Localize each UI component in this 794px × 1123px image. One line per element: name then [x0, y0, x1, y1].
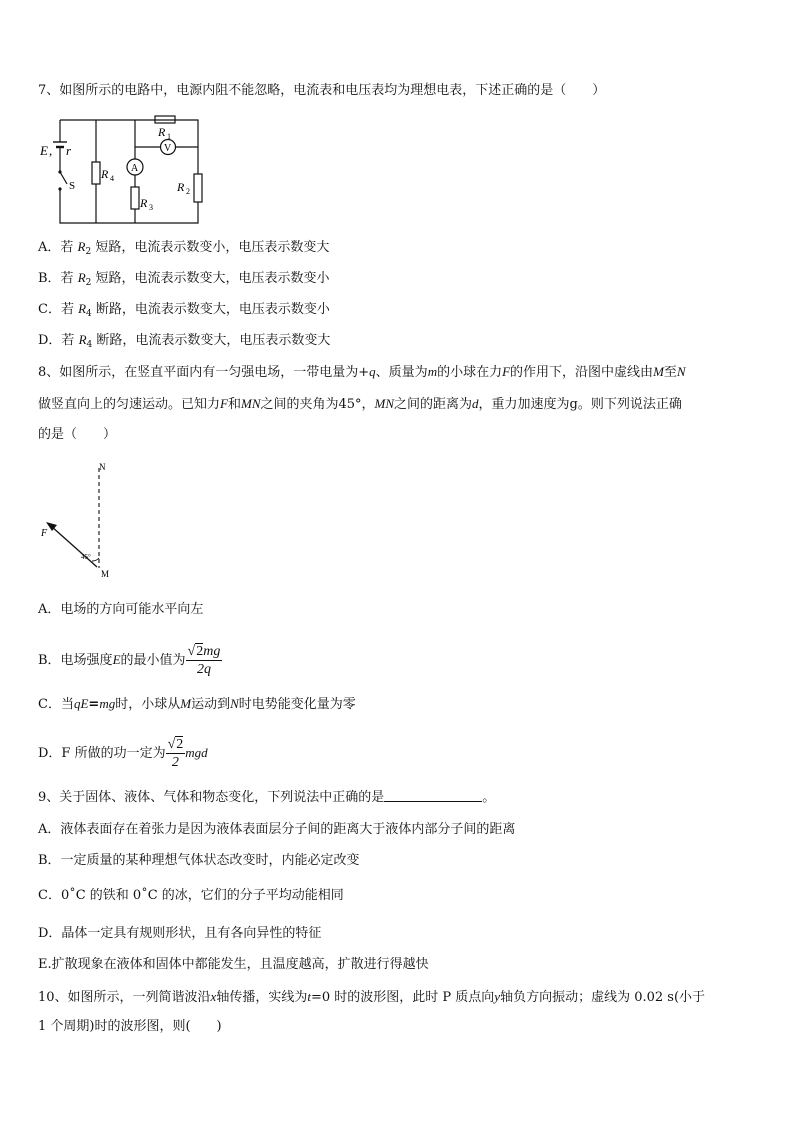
force-f-label: F	[41, 528, 48, 539]
q8-stem-line1: 8、如图所示，在竖直平面内有一匀强电场，一带电量为+q、质量为m的小球在力F的作用下，沿图中虚线由M至N	[38, 364, 686, 380]
svg-text:R: R	[158, 125, 166, 139]
q7-option-c[interactable]: C．若 $R_4$ 断路，电流表示数变大，电压表示数变小	[38, 301, 330, 319]
q9-option-d[interactable]: D．晶体一定具有规则形状，且有各向异性的特征	[38, 926, 322, 941]
answer-blank[interactable]	[384, 789, 482, 802]
q7-option-b[interactable]: B．若 $R_2$ 短路，电流表示数变大，电压表示数变小	[38, 270, 330, 288]
q8-force-figure	[36, 456, 126, 580]
q9-option-a[interactable]: A．液体表面存在着张力是因为液体表面层分子间的距离大于液体内部分子间的距离	[38, 822, 516, 837]
q7-option-d[interactable]: D．若 $R_4$ 断路，电流表示数变大，电压表示数变大	[38, 332, 331, 350]
q9-option-b[interactable]: B．一定质量的某种理想气体状态改变时，内能必定改变	[38, 853, 360, 868]
q8-option-a[interactable]: A．电场的方向可能水平向左	[38, 602, 204, 617]
angle-label: 45°	[81, 553, 91, 561]
q8-option-b[interactable]: B．电场强度E的最小值为 $\frac{√2mg}{2q}$	[38, 643, 221, 677]
q8-option-d[interactable]: D．F 所做的功一定为 $\frac{√2}{2}$ mgd	[38, 736, 208, 770]
voltmeter-label: V	[164, 143, 172, 154]
q8-option-c[interactable]: C．当qE=mg时，小球从M运动到N时电势能变化量为零	[38, 696, 356, 712]
q9-option-e[interactable]: E.扩散现象在液体和固体中都能发生，且温度越高，扩散进行得越快	[38, 957, 429, 972]
q7-option-a[interactable]: A．若 $R_2$ 短路，电流表示数变小，电压表示数变大	[38, 239, 330, 257]
q8-stem-line2: 做竖直向上的匀速运动。已知力F和MN之间的夹角为45°，MN之间的距离为d，重力加速度为g。则下列说法正确	[38, 396, 682, 412]
svg-text:3: 3	[149, 203, 153, 212]
svg-text:R: R	[101, 167, 109, 181]
q10-stem-line1: 10、如图所示，一列简谐波沿x轴传播，实线为t=0 时的波形图，此时 P 质点向y轴负方向振动；虚线为 0.02 s(小于	[38, 989, 706, 1005]
battery-label-e: E	[40, 143, 48, 158]
q8-optd-fraction: $\frac{√2}{2}$	[167, 736, 184, 770]
ammeter-label: A	[131, 163, 139, 174]
point-m-label: M	[101, 569, 110, 579]
q8-stem-line3: 的是（ ）	[38, 427, 117, 442]
q7-stem: 7、如图所示的电路中，电源内阻不能忽略，电流表和电压表均为理想电表，下述正确的是（ ）	[38, 83, 606, 98]
svg-text:2: 2	[186, 187, 190, 196]
battery-label-r: r	[66, 143, 72, 158]
switch-label: S	[69, 180, 76, 192]
q10-stem-line2: 1 个周期)时的波形图，则( )	[38, 1019, 222, 1034]
svg-text:R: R	[140, 196, 148, 210]
q9-option-c[interactable]: C．0˚C 的铁和 0˚C 的冰，它们的分子平均动能相同	[38, 888, 344, 903]
point-n-label: N	[99, 462, 106, 472]
svg-text:R: R	[177, 180, 185, 194]
q7-circuit-figure	[38, 112, 210, 228]
q9-stem: 9、关于固体、液体、气体和物态变化，下列说法中正确的是 。	[38, 790, 496, 805]
svg-text:,: ,	[49, 143, 53, 158]
svg-text:4: 4	[110, 174, 114, 183]
q8-optb-fraction: $\frac{√2mg}{2q}$	[187, 643, 221, 677]
svg-text:1: 1	[167, 132, 171, 141]
